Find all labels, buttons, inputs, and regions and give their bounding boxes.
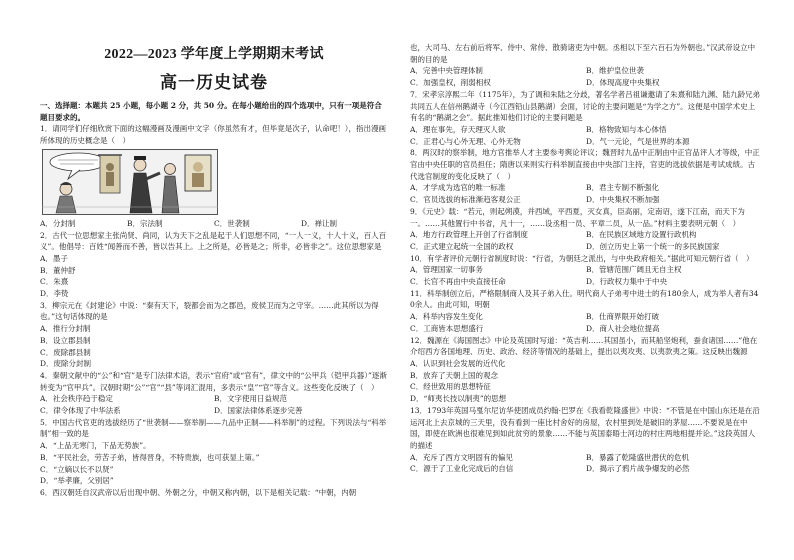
question-options xyxy=(410,264,762,287)
option-a: A．管理国家一切事务 xyxy=(410,265,483,275)
option-a: A．推行分封制 xyxy=(40,324,91,334)
option-c: C．长官不再由中央直接任命 xyxy=(410,277,506,287)
option-d: D．揭示了鸦片战争爆发的必然 xyxy=(586,464,690,474)
question-5 xyxy=(40,417,388,487)
question-options xyxy=(40,440,388,487)
option-a: A．充斥了西方文明固有的偏见 xyxy=(410,452,513,462)
question-options xyxy=(40,218,388,230)
question-options xyxy=(410,65,762,88)
option-b: B．文字使用日益规范 xyxy=(214,394,288,404)
option-c: C．律令体现了中华法系 xyxy=(40,406,121,416)
question-11 xyxy=(410,288,762,335)
cartoon-illustration xyxy=(42,149,218,215)
option-c: C．工商皆本思想盛行 xyxy=(410,323,484,333)
question-options xyxy=(410,229,762,252)
option-a: A．认识到社会发展的近代化 xyxy=(410,358,506,368)
question-6-start xyxy=(40,487,388,499)
option-b: B．维护皇位世袭 xyxy=(586,66,645,76)
option-d: D．中央集权不断加强 xyxy=(586,195,660,205)
question-3 xyxy=(40,300,388,370)
option-b: B．宗法制 xyxy=(127,218,163,228)
question-stem: 4．秦朝文献中的“公”和“官”是专门法律术语，表示“官府”或“官有”，律文中的“公甲兵（铠甲兵器）”逐渐转变为“官甲兵”。汉朝时期“公”“官”“县”等词汇混用，多表示“皇”“官”等含义。这些变化反映了（ ） xyxy=(40,370,387,392)
option-b: B．君主专制不断强化 xyxy=(586,183,660,193)
question-options xyxy=(410,182,762,205)
left-column xyxy=(40,46,388,554)
question-stem: 3．柳宗元在《封建论》中说：“秦有天下，裂都会而为之郡邑，废侯卫而为之守宰。……此其所以为得也。”这句话体现的是 xyxy=(40,300,379,322)
question-stem: 7．宋孝宗淳熙二年（1175年），为了调和朱陆之分歧，著名学者吕祖谦邀请了朱熹和陆九渊、陆九龄兄弟共同五人在信州鹅湖寺（今江西铅山县鹅湖）会面，讨论的主要问题是“为学之方”。这便是中国学术史上有名的“鹅湖之会”。据此推知他们讨论的主要问题是 xyxy=(410,89,761,123)
question-options xyxy=(410,311,762,334)
option-d: D．商人社会地位提高 xyxy=(586,323,660,333)
option-d: D．“师夷长技以制夷”的思想 xyxy=(410,394,507,404)
option-a: A．科举内容发生变化 xyxy=(410,312,483,322)
option-d: D．“举孝廉，父别居” xyxy=(40,476,114,486)
question-stem: 也，大司马、左右前后将军、侍中、常侍、散骑诸吏为中朝。丞相以下至六百石为外朝也。”汉武帝设立中朝的目的是 xyxy=(410,43,756,64)
question-options xyxy=(410,452,762,475)
question-stem: 1．请同学们仔细欣赏下面的这幅漫画及漫画中文字（你虽然有才，但毕竟是次子，认命吧！），指出漫画所体现的历史概念是（ ） xyxy=(40,124,387,146)
option-d: D．体现高度中央集权 xyxy=(586,78,660,88)
option-a: A．理在事先，存天理灭人欲 xyxy=(410,124,506,134)
option-c: C．源于了工业化完成后的自信 xyxy=(410,464,514,474)
option-c: C．正君心与心外无理、心外无物 xyxy=(410,136,521,146)
option-a: A．地方行政管理上开创了行省制度 xyxy=(410,230,528,240)
question-stem: 10．有学者评价元朝行省制度时说：“行省，为朝廷之派出，与中央政府相关。”据此可知元朝行省（ ） xyxy=(410,253,754,263)
option-a: A．社会秩序趋于稳定 xyxy=(40,394,113,404)
question-stem: 2．古代一位思想家主张尚贤、尚同，认为天下之乱是起于人们思想不同，“一人一义，十人十义，百人百义”。他倡导：百姓“闻善而不善，皆以告其上。上之所是，必皆是之；所非，必皆非之”。这位思想家是 xyxy=(40,230,387,252)
question-8 xyxy=(410,147,762,206)
option-d: D．国家法律体系逐步完善 xyxy=(214,406,303,416)
question-stem: 13．1793年英国马戛尔尼访华使团成员约翰·巴罗在《我看乾隆盛世》中说：“不管是在中国山东还是在沿运河北上去京城的三天里，没有看到一座比村舍好的房屋，农村里到处是破旧的茅屋……不要说是在中国，即使在欧洲也很难见到如此贫穷的景象……不能与英国泰晤士河边的村庄两地相提并论。”这段英国人的描述 xyxy=(410,405,760,450)
question-4 xyxy=(40,370,388,417)
question-options xyxy=(40,323,388,370)
right-column xyxy=(410,42,762,554)
question-stem: 5．中国古代官吏的选拔经历了“世袭制——察举制——九品中正制——科举制”的过程。下列说法与“科举制”相一致的是 xyxy=(40,417,387,439)
question-9 xyxy=(410,206,762,253)
option-b: B．在民族区域地方设置行政机构 xyxy=(586,230,697,240)
option-d: D．气一元论，气是世界的本源 xyxy=(586,136,690,146)
exam-title: 2022—2023 学年度上学期期末考试 xyxy=(104,47,324,62)
question-6-continued xyxy=(410,42,762,89)
option-c: C．世袭制 xyxy=(214,218,250,228)
question-stem: 6．西汉朝廷自汉武帝以后出现中朝、外朝之分，中朝又称内朝，以下是相关记载：“中朝，内朝 xyxy=(40,487,357,497)
option-c: C．正式建立起统一全国的政权 xyxy=(410,241,514,251)
question-stem: 8．两汉时的察举制，地方官推举人才主要参考舆论评议；魏晋时九品中正制由中正官品评人才等级，中正官由中央任职的官员担任；隋唐以来则实行科举制直接由中央部门主持，官吏的选拔依据是考试成绩。古代选官制度的变化反映了（ ） xyxy=(410,148,760,181)
option-d: D．废除分封制 xyxy=(40,359,92,369)
option-c: C．官员选拔的标准渐趋客观公正 xyxy=(410,195,521,205)
question-options xyxy=(410,124,762,147)
option-b: B．“平民社会，劳苦子弟，皆得晋身，不特贵族，也可获显上第。” xyxy=(40,452,260,462)
question-10 xyxy=(410,253,762,288)
question-options xyxy=(40,253,388,300)
question-stem: 9．《元史》载：“若元，则起朔漠，并西域，平西夏，灭女真，臣高丽，定南诏，遂下江南，而天下为一。……其他置行中书省，凡十一，……设丞相一员、平章二员，从一品。”材料主要表明元朝（ ） xyxy=(410,206,745,228)
section-heading: 一、选择题：本题共 25 小题，每小题 2 分，共 50 分。在每小题给出的四个选项中，只有一项是符合题目要求的。 xyxy=(40,101,382,122)
option-a: A．墨子 xyxy=(40,253,68,263)
option-c: C．“立嫡以长不以贤” xyxy=(40,464,114,474)
exam-subtitle: 高一历史试卷 xyxy=(160,73,268,92)
option-a: A．“上品无寒门，下品无势族”。 xyxy=(40,441,151,451)
question-12 xyxy=(410,335,762,405)
option-b: B．仕商界限开始打破 xyxy=(586,312,660,322)
question-7 xyxy=(410,89,762,148)
option-d: D．行政权力集中于中央 xyxy=(586,277,668,287)
option-a: A．才学成为选官的唯一标准 xyxy=(410,183,506,193)
option-c: C．朱熹 xyxy=(40,277,69,287)
question-2 xyxy=(40,230,388,300)
option-b: B．董仲舒 xyxy=(40,265,76,275)
option-d: D．李贽 xyxy=(40,289,69,299)
option-d: D．禅让制 xyxy=(301,218,338,228)
option-c: C．经世致用的思想特征 xyxy=(410,382,491,392)
question-options xyxy=(410,358,762,405)
option-a: A．分封制 xyxy=(40,218,76,228)
option-b: B．格物致知与本心体悟 xyxy=(586,124,667,134)
option-c: C．加强皇权，削弱相权 xyxy=(410,78,491,88)
ancestor-portrait xyxy=(185,155,211,191)
option-b: B．放弃了天朝上国的观念 xyxy=(410,370,499,380)
option-d: D．创立历史上第一个统一的多民族国家 xyxy=(586,241,720,251)
option-a: A．完善中央管理体制 xyxy=(410,66,483,76)
hanging-scroll xyxy=(98,155,122,193)
option-b: B．管辖范围广阔且无自主权 xyxy=(586,265,682,275)
question-1 xyxy=(40,123,388,229)
option-b: B．设立郡县制 xyxy=(40,335,91,345)
question-stem: 12．魏源在《海国图志》中论及英国时写道：“英吉利……其国虽小，而其船坚炮利，蚕食诸国……”他在介绍西方各国地理、历史、政治、经济等情况的基础上，提出以夷攻夷、以夷款夷之策。这反映出魏源 xyxy=(410,335,758,357)
option-c: C．废除郡县制 xyxy=(40,347,91,357)
question-stem: 11．科举制创立后，严格限制商人及其子弟入仕。明代商人子弟考中进士的有180余人，成为举人者有340余人。由此可知，明朝 xyxy=(410,288,759,310)
question-13 xyxy=(410,405,762,475)
option-b: B．暴露了乾隆盛世潜伏的危机 xyxy=(586,452,690,462)
question-options xyxy=(40,393,388,416)
